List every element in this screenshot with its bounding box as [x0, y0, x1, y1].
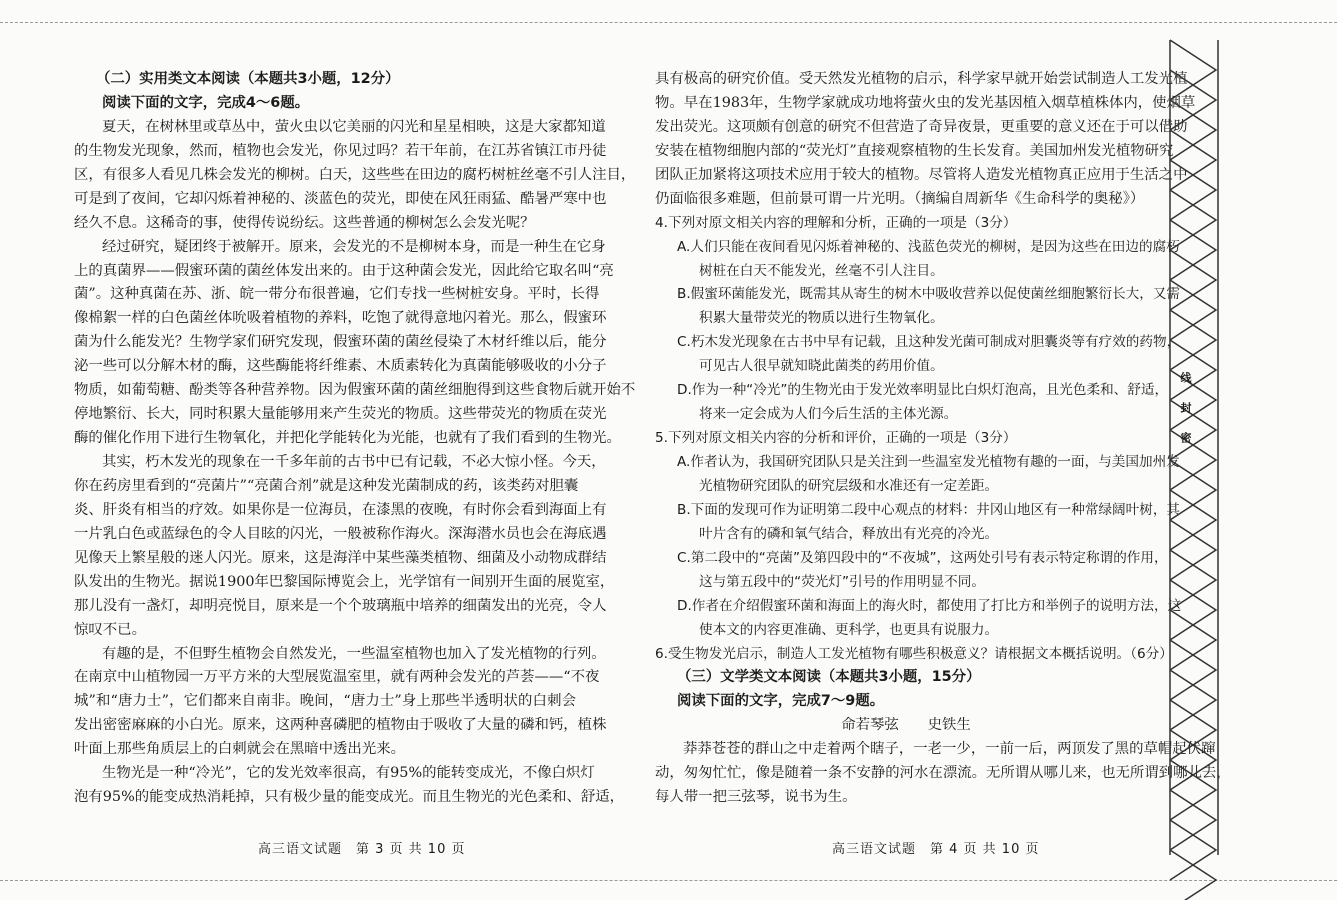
- option-a: A.人们只能在夜间看见闪烁着神秘的、浅蓝色荧光的柳树，是因为这些在田边的腐朽: [677, 238, 1180, 255]
- text-line: 物质，如葡萄糖、酚类等各种营养物。因为假蜜环菌的菌丝细胞得到这些食物后就开始不: [74, 382, 636, 399]
- option-c: C.第二段中的“亮菌”及第四段中的“不夜城”，这两处引号有表示特定称谓的作用，: [677, 549, 1168, 566]
- option-b-cont: 积累大量带荧光的物质以进行生物氧化。: [699, 310, 944, 327]
- left-page: [74, 68, 636, 810]
- option-c-cont: 这与第五段中的“荧光灯”引号的作用明显不同。: [699, 573, 985, 590]
- text-line: 的生物发光现象，然而，植物也会发光，你见过吗？若干年前，在江苏省镇江市丹徒: [74, 142, 607, 159]
- text-line: 每人带一把三弦琴，说书为生。: [655, 789, 857, 806]
- binding-chevron: [1170, 820, 1216, 880]
- binding-chevron: [1170, 160, 1216, 220]
- text-line: 生物光是一种“冷光”，它的发光效率很高，有95%的能转变成光，不像白炽灯: [102, 765, 595, 782]
- text-line: 泌一些可以分解木材的酶，这些酶能将纤维素、木质素转化为真菌能够吸收的小分子: [74, 358, 607, 375]
- text-line: 那儿没有一盏灯，却明亮悦目，原来是一个个玻璃瓶中培养的细菌发出的光亮，令人: [74, 597, 607, 614]
- text-line: 有趣的是，不但野生植物会自然发光，一些温室植物也加入了发光植物的行列。: [102, 645, 606, 662]
- option-b: B.下面的发现可作为证明第二段中心观点的材料：井冈山地区有一种常绿阔叶树，其: [677, 501, 1181, 518]
- text-line: 你在药房里看到的“亮菌片”“亮菌合剂”就是这种发光菌制成的药，该类药对胆囊: [74, 477, 579, 494]
- option-a-cont: 树桩在白天不能发光，丝毫不引人注目。: [699, 262, 944, 279]
- option-c: C.朽木发光现象在古书中早有记载，且这种发光菌可制成对胆囊炎等有疗效的药物，: [677, 334, 1181, 351]
- right-page: [655, 68, 1231, 810]
- binding-chevron: [1170, 340, 1216, 400]
- text-line: 经过研究，疑团终于被解开。原来，会发光的不是柳树本身，而是一种生在它身: [102, 238, 606, 255]
- option-b: B.假蜜环菌能发光，既需其从寄生的树木中吸收营养以促使菌丝细胞繁衍长大，又需: [677, 286, 1181, 303]
- text-line: 上的真菌界——假蜜环菌的菌丝体发出来的。由于这种菌会发光，因此给它取名叫“亮: [74, 262, 614, 279]
- binding-chevron: [1170, 580, 1216, 640]
- text-line: 仍面临很多难题，但前景可谓一片光明。（摘编自周新华《生命科学的奥秘》）: [655, 190, 1145, 207]
- text-line: 安装在植物细胞内部的“荧光灯”直接观察植物的生长发育。美国加州发光植物研究: [655, 142, 1174, 159]
- story-title: 命若琴弦 史铁生: [841, 717, 971, 734]
- option-d-cont: 将来一定会成为人们今后生活的主体光源。: [699, 406, 958, 423]
- text-line: 发出密密麻麻的小白光。原来，这两种喜磷肥的植物由于吸收了大量的磷和钙，植株: [74, 717, 607, 734]
- text-line: 见像天上繁星般的迷人闪光。原来，这是海洋中某些藻类植物、细菌及小动物成群结: [74, 549, 607, 566]
- question-4: 4.下列对原文相关内容的理解和分析，正确的一项是（3分）: [655, 214, 1017, 231]
- text-line: 惊叹不已。: [74, 621, 146, 638]
- top-scan-edge: [0, 22, 1337, 29]
- section-heading: （二）实用类文本阅读（本题共3小题，12分）: [96, 71, 400, 87]
- text-line: 莽莽苍苍的群山之中走着两个瞎子，一老一少，一前一后，两顶发了黑的草帽起伏蹿: [683, 741, 1216, 758]
- option-d: D.作者在介绍假蜜环菌和海面上的海火时，都使用了打比方和举例子的说明方法，这: [677, 597, 1182, 614]
- page-footer-right: 高三语文试题 第 4 页 共 10 页: [832, 842, 1040, 857]
- text-line: 团队正加紧将这项技术应用于较大的植物。尽管将人造发光植物真正应用于生活之中: [655, 166, 1188, 183]
- option-b-cont: 叶片含有的磷和氧气结合，释放出有光亮的冷光。: [699, 525, 999, 542]
- binding-chevron: [1170, 190, 1216, 250]
- option-c-cont: 可见古人很早就知晓此菌类的药用价值。: [699, 358, 944, 375]
- text-line: 停地繁衍、长大，同时积累大量能够用来产生荧光的物质。这些带荧光的物质在荧光: [74, 406, 607, 423]
- text-line: 区，有很多人看见几株会发光的柳树。白天，这些些在田边的腐朽树桩丝毫不引人注目，: [74, 166, 636, 183]
- binding-chevron: [1170, 310, 1216, 370]
- question-5: 5.下列对原文相关内容的分析和评价，正确的一项是（3分）: [655, 430, 1017, 447]
- text-line: 经久不息。这稀奇的事，使得传说纷纭。这些普通的柳树怎么会发光呢？: [74, 214, 535, 231]
- binding-label-seal: 封: [1179, 402, 1192, 413]
- option-a: A.作者认为，我国研究团队只是关注到一些温室发光植物有趣的一面，与美国加州发: [677, 454, 1180, 470]
- binding-chevron: [1170, 760, 1216, 820]
- text-line: 一片乳白色或蓝绿色的令人目眩的闪光，一般被称作海火。深海潜水员也会在海底遇: [74, 525, 607, 542]
- binding-chevron: [1170, 700, 1216, 760]
- text-line: 城”和“唐力士”，它们都来自南非。晚间，“唐力士”身上那些半透明状的白刺会: [74, 693, 576, 710]
- binding-chevron: [1170, 220, 1216, 280]
- binding-chevron: [1170, 250, 1216, 310]
- text-line: 菌为什么能发光？生物学家们研究发现，假蜜环菌的菌丝侵染了木材纤维以后，能分: [74, 334, 607, 351]
- binding-chevron: [1170, 490, 1216, 550]
- text-line: 泡有95%的能变成热消耗掉，只有极少量的能变成光。而且生物光的光色柔和、舒适，: [74, 789, 625, 806]
- text-line: 具有极高的研究价值。受天然发光植物的启示，科学家早就开始尝试制造人工发光植: [655, 71, 1188, 87]
- binding-chevron: [1170, 550, 1216, 610]
- binding-chevron: [1170, 280, 1216, 340]
- binding-label-secret: 密: [1179, 432, 1192, 443]
- binding-chevron: [1170, 460, 1216, 520]
- question-6: 6.受生物发光启示，制造人工发光植物有哪些积极意义？请根据文本概括说明。（6分）: [655, 645, 1173, 662]
- instruction: 阅读下面的文字，完成4～6题。: [102, 94, 310, 111]
- text-line: 发出荧光。这项颇有创意的研究不但营造了奇异夜景，更重要的意义还在于可以借助: [655, 118, 1188, 135]
- option-d: D.作为一种“冷光”的生物光由于发光效率明显比白炽灯泡高，且光色柔和、舒适，: [677, 382, 1169, 399]
- binding-chevron: [1170, 790, 1216, 850]
- binding-chevron: [1170, 520, 1216, 580]
- text-line: 可是到了夜间，它却闪烁着神秘的、淡蓝色的荧光，即使在风狂雨猛、酷暑严寒中也: [74, 190, 607, 207]
- binding-chevron: [1170, 670, 1216, 730]
- option-a-cont: 光植物研究团队的研究层级和水准还有一定差距。: [699, 477, 999, 494]
- option-d-cont: 使本文的内容更准确、更科学，也更具有说服力。: [699, 621, 999, 638]
- binding-chevron: [1170, 610, 1216, 670]
- binding-chevron: [1170, 730, 1216, 790]
- text-line: 物。早在1983年，生物学家就成功地将萤火虫的发光基因植入烟草植株体内，使烟草: [655, 94, 1196, 111]
- text-line: 酶的催化作用下进行生物氧化，并把化学能转化为光能，也就有了我们看到的生物光。: [74, 430, 621, 447]
- binding-chevron-strip: [1168, 40, 1220, 855]
- text-line: 像棉絮一样的白色菌丝体吮吸着植物的养料，吃饱了就得意地闪着光。那么，假蜜环: [74, 310, 607, 327]
- instruction: 阅读下面的文字，完成7～9题。: [677, 693, 885, 710]
- text-line: 炎、肝炎有相当的疗效。如果你是一位海员，在漆黑的夜晚，有时你会看到海面上有: [74, 501, 607, 518]
- page-footer-left: 高三语文试题 第 3 页 共 10 页: [258, 842, 466, 857]
- section-heading: （三）文学类文本阅读（本题共3小题，15分）: [677, 669, 981, 686]
- text-line: 其实，朽木发光的现象在一千多年前的古书中已有记载，不必大惊小怪。今天，: [102, 454, 606, 470]
- binding-chevron: [1170, 640, 1216, 700]
- text-line: 菌”。这种真菌在苏、浙、皖一带分布很普遍，它们专找一些树桩安身。平时，长得: [74, 286, 600, 303]
- binding-chevron: [1170, 130, 1216, 190]
- text-line: 队发出的生物光。据说1900年巴黎国际博览会上，光学馆有一间别开生面的展览室，: [74, 573, 615, 590]
- binding-label-line: 线: [1179, 372, 1192, 383]
- text-line: 叶面上那些角质层上的白刺就会在黑暗中透出光来。: [74, 741, 405, 758]
- binding-chevron: [1170, 100, 1216, 160]
- text-line: 夏天，在树林里或草丛中，萤火虫以它美丽的闪光和星星相映，这是大家都知道: [102, 118, 606, 135]
- binding-chevron: [1170, 40, 1216, 100]
- binding-chevron: [1170, 70, 1216, 130]
- text-line: 在南京中山植物园一万平方米的大型展览温室里，就有两种会发光的芦荟——“不夜: [74, 669, 600, 686]
- bottom-scan-edge: [0, 880, 1337, 887]
- text-line: 动，匆匆忙忙，像是随着一条不安静的河水在漂流。无所谓从哪儿来，也无所谓到哪儿去，: [655, 765, 1231, 782]
